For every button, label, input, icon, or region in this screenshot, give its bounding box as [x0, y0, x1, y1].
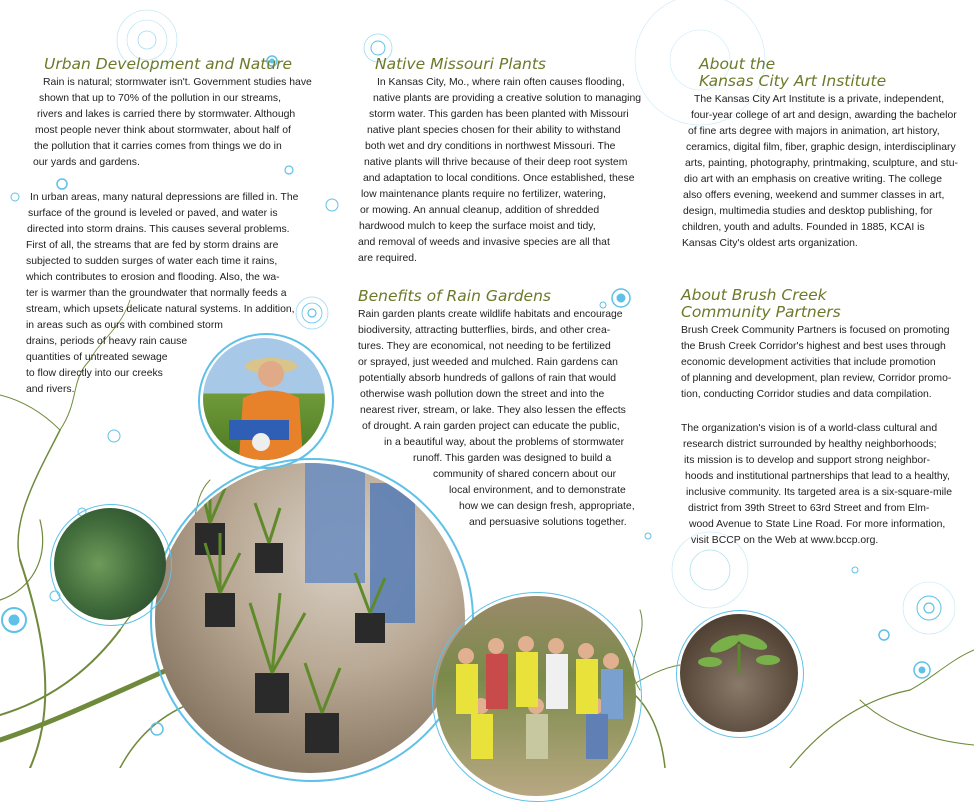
heading-native-missouri-plants: Native Missouri Plants [375, 55, 546, 73]
text-line: In Kansas City, Mo., where rain often causes flooding, [377, 77, 625, 88]
text-line: drains, periods of heavy rain cause [26, 336, 188, 347]
heading-benefits-rain-gardens: Benefits of Rain Gardens [358, 287, 551, 305]
photo-moss-plants [54, 508, 166, 620]
text-line: of fine arts degree with majors in animation, art history, [688, 126, 940, 137]
text-line: ter is warmer than the groundwater that normally feeds a [26, 288, 287, 299]
text-line: The Kansas City Art Institute is a private, independent, [694, 94, 945, 105]
text-line: Rain garden plants create wildlife habitats and encourage [358, 309, 623, 320]
text-line: the pollution that it carries comes from things we do in [34, 141, 282, 152]
heading-kansas-city-art-institute: Kansas City Art Institute [699, 72, 887, 90]
text-line: quantities of untreated sewage [26, 352, 168, 363]
photo-volunteer-group [436, 596, 636, 796]
text-line: and rivers. [26, 384, 75, 395]
gardener-illustration [203, 338, 325, 460]
heading-about-brush-creek: About Brush Creek [681, 286, 827, 304]
text-line: potentially absorb hundreds of gallons of rain that would [359, 373, 617, 384]
text-line: which contributes to erosion and flooding. Also, the wa- [26, 272, 280, 283]
text-line: the Brush Creek Corridor's highest and best uses through [681, 341, 946, 352]
text-line: district from 39th Street to 63rd Street and from Elm- [688, 503, 930, 514]
text-line: of planning and development, plan review, Corridor promo- [681, 373, 952, 384]
text-line: shown that up to 70% of the pollution in our streams, [39, 93, 282, 104]
text-line: Rain is natural; stormwater isn't. Government studies have [43, 77, 312, 88]
text-line: are required. [358, 253, 417, 264]
plants-illustration [155, 463, 465, 773]
text-line: four-year college of art and design, awarding the bachelor [691, 110, 957, 121]
text-line: Kansas City's oldest arts organization. [682, 238, 858, 249]
text-line: wood Avenue to State Line Road. For more information, [689, 519, 946, 530]
text-line: rivers and lakes is carried there by stormwater. Although [37, 109, 296, 120]
text-line: community of shared concern about our [433, 469, 617, 480]
heading-community-partners: Community Partners [681, 303, 841, 321]
text-line: of drought. A rain garden project can educate the public, [362, 421, 620, 432]
text-line: or mowing. An annual cleanup, addition of shredded [360, 205, 600, 216]
text-line: biodiversity, attracting butterflies, birds, and other crea- [358, 325, 611, 336]
photo-gardener [203, 338, 325, 460]
text-line: dio art with an emphasis on creative writing. The college [684, 174, 942, 185]
text-line: children, youth and adults. Founded in 1885, KCAI is [682, 222, 925, 233]
text-line: and persuasive solutions together. [469, 517, 627, 528]
text-line: in areas such as ours with combined storm [26, 320, 223, 331]
text-line: runoff. This garden was designed to build a [413, 453, 612, 464]
text-line: native plants will thrive because of their deep root system [364, 157, 628, 168]
text-line: The organization's vision is of a world-class cultural and [681, 423, 938, 434]
photo-potted-plants [155, 463, 465, 773]
text-line: or sprayed, just weeded and mulched. Rain gardens can [358, 357, 618, 368]
text-line: research district surrounded by healthy neighborhoods; [683, 439, 937, 450]
text-line: storm water. This garden has been planted with Missouri [369, 109, 629, 120]
text-line: and adaptation to local conditions. Once established, these [363, 173, 635, 184]
text-line: both wet and dry conditions in northwest Missouri. The [365, 141, 616, 152]
photo-seedling [680, 614, 798, 732]
text-line: nearest river, stream, or lake. They also lessen the effects [360, 405, 626, 416]
text-line: local environment, and to demonstrate [449, 485, 626, 496]
text-line: directed into storm drains. This causes several problems. [27, 224, 290, 235]
text-line: hoods and institutional partnerships that lead to a healthy, [685, 471, 950, 482]
text-line: its mission is to develop and support strong neighbor- [684, 455, 931, 466]
text-line: most people never think about stormwater, about half of [35, 125, 291, 136]
text-line: also offers evening, weekend and summer classes in art, [683, 190, 945, 201]
text-line: visit BCCP on the Web at www.bccp.org. [691, 535, 879, 546]
text-line: subjected to sudden surges of water each time it rains, [26, 256, 278, 267]
heading-about-the: About the [699, 55, 776, 73]
group-illustration [436, 596, 636, 796]
text-line: our yards and gardens. [33, 157, 140, 168]
text-line: how we can design fresh, appropriate, [459, 501, 635, 512]
text-line: stream, which upsets delicate natural systems. In addition, [26, 304, 295, 315]
text-line: hardwood mulch to keep the surface moist and tidy, [359, 221, 596, 232]
seedling-illustration [680, 614, 798, 732]
text-line: to flow directly into our creeks [26, 368, 163, 379]
text-line: otherwise wash pollution down the street and into the [360, 389, 605, 400]
text-line: economic development activities that include promotion [681, 357, 936, 368]
text-line: First of all, the streams that are fed by storm drains are [26, 240, 279, 251]
text-line: In urban areas, many natural depressions are filled in. The [30, 192, 299, 203]
text-line: design, multimedia studies and desktop publishing, for [683, 206, 933, 217]
text-line: low maintenance plants require no fertilizer, watering, [361, 189, 606, 200]
text-line: Brush Creek Community Partners is focused on promoting [681, 325, 950, 336]
text-line: arts, painting, photography, printmaking, sculpture, and stu- [685, 158, 959, 169]
text-line: in a beautiful way, about the problems of stormwater [384, 437, 625, 448]
text-line: native plant species chosen for their ability to withstand [367, 125, 621, 136]
heading-urban-development: Urban Development and Nature [44, 55, 293, 73]
text-line: native plants are providing a creative solution to managing [373, 93, 642, 104]
text-line: inclusive community. Its targeted area is a six-square-mile [686, 487, 953, 498]
text-line: surface of the ground is leveled or paved, and water is [28, 208, 278, 219]
text-line: tion, conducting Corridor studies and data compilation. [681, 389, 932, 400]
text-line: and removal of weeds and invasive species are all that [358, 237, 610, 248]
text-line: tures. They are economical, not needing to be fertilized [358, 341, 611, 352]
text-line: ceramics, digital film, fiber, graphic design, interdisciplinary [686, 142, 956, 153]
